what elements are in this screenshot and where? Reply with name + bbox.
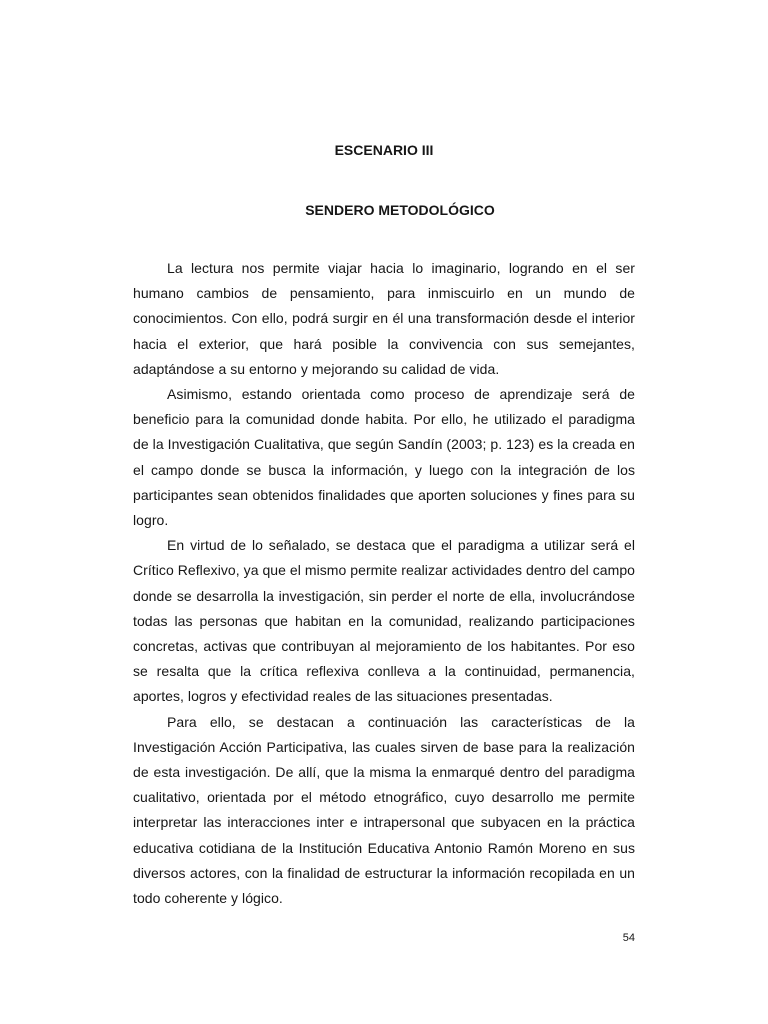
body-text bbox=[133, 256, 635, 911]
section-heading: SENDERO METODOLÓGICO bbox=[305, 202, 495, 218]
paragraph-1: La lectura nos permite viajar hacia lo imaginario, logrando en el ser humano cambios de pensamiento, para inmiscuirlo en un mundo de conocimientos. Con ello, podrá surgir en él una transformación desde el interior hacia el exterior, que hará posible la convivencia con sus semejantes, adaptándose a su entorno y mejorando su calidad de vida. bbox=[133, 260, 635, 377]
paragraph-2: Asimismo, estando orientada como proceso de aprendizaje será de beneficio para la comunidad donde habita. Por ello, he utilizado el paradigma de la Investigación Cualitativa, que según Sandín (2003; p. 123) es la creada en el campo donde se busca la información, y luego con la integración de los participantes sean obtenidos finalidades que aporten soluciones y fines para su logro. bbox=[133, 386, 635, 529]
paragraph-4: Para ello, se destacan a continuación las características de la Investigación Acción Participativa, las cuales sirven de base para la realización de esta investigación. De allí, que la misma la enmarqué dentro del paradigma cualitativo, orientada por el método etnográfico, cuyo desarrollo me permite interpretar las interacciones inter e intrapersonal que subyacen en la práctica educativa cotidiana de la Institución Educativa Antonio Ramón Moreno en sus diversos actores, con la finalidad de estructurar la información recopilada en un todo coherente y lógico. bbox=[133, 713, 635, 907]
paragraph-3: En virtud de lo señalado, se destaca que el paradigma a utilizar será el Crítico Reflexivo, ya que el mismo permite realizar actividades dentro del campo donde se desarrolla la investigación, sin perder el norte de ella, involucrándose todas las personas que habitan en la comunidad, realizando participaciones concretas, activas que contribuyan al mejoramiento de los habitantes. Por eso se resalta que la crítica reflexiva conlleva a la continuidad, permanencia, aportes, logros y efectividad reales de las situaciones presentadas. bbox=[133, 537, 635, 705]
chapter-heading: ESCENARIO III bbox=[334, 142, 434, 158]
page-number: 54 bbox=[622, 932, 635, 944]
